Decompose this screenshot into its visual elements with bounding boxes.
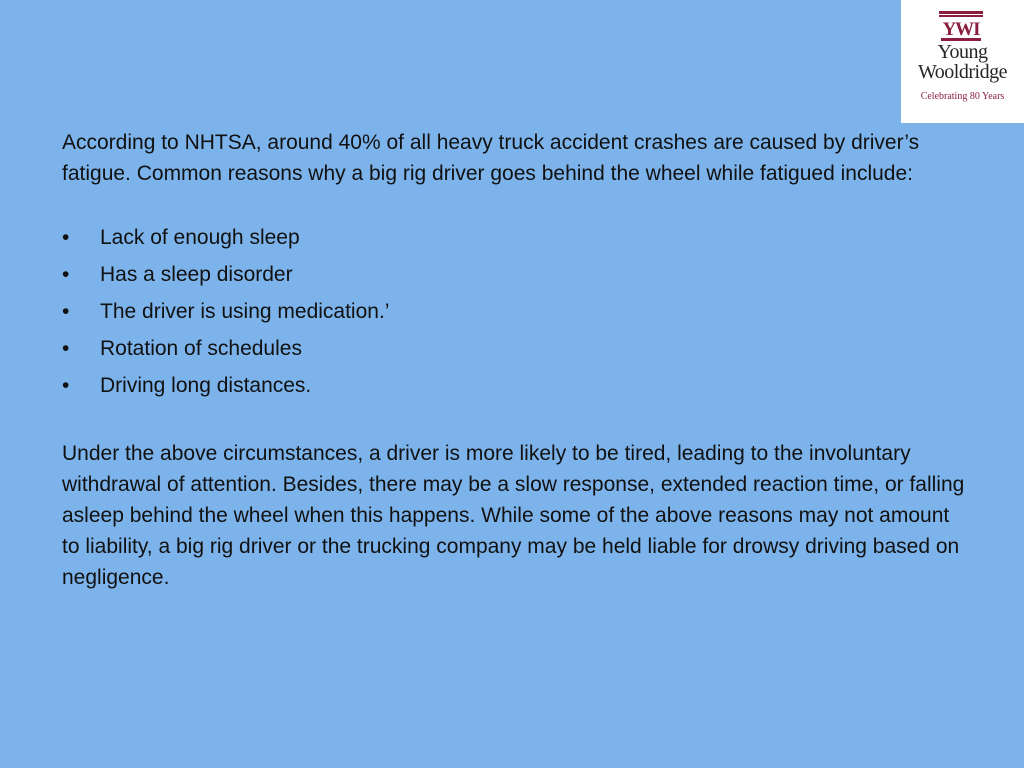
logo-name-line1: Young bbox=[937, 41, 988, 63]
columned-building-icon bbox=[937, 10, 985, 42]
logo-initials: YWI bbox=[942, 19, 980, 40]
list-item bbox=[62, 259, 972, 296]
list-item-text: Rotation of schedules bbox=[100, 337, 302, 360]
company-logo bbox=[901, 0, 1024, 123]
bullet-icon: • bbox=[62, 300, 70, 323]
conclusion-paragraph: Under the above circumstances, a driver is more likely to be tired, leading to the involuntary withdrawal of attention. Besides, there may be a slow response, extended reaction time, or falling asleep behind the wheel when this happens. While some of the above reasons may not amount to liability, a big rig driver or the trucking company may be held liable for drowsy driving based on negligence. bbox=[62, 442, 965, 589]
logo-tagline: Celebrating 80 Years bbox=[920, 91, 1005, 102]
list-item bbox=[62, 222, 972, 259]
bullet-icon: • bbox=[62, 374, 70, 397]
slide-content bbox=[62, 127, 972, 593]
list-item bbox=[62, 333, 972, 370]
list-item-text: Has a sleep disorder bbox=[100, 263, 293, 286]
intro-paragraph: According to NHTSA, around 40% of all heavy truck accident crashes are caused by driver’s fatigue. Common reasons why a big rig driver goes behind the wheel while fatigued include: bbox=[62, 131, 920, 185]
fatigue-reasons-list bbox=[62, 222, 972, 407]
list-item-text: The driver is using medication.’ bbox=[100, 300, 390, 323]
bullet-icon: • bbox=[62, 263, 70, 286]
list-item bbox=[62, 296, 972, 333]
list-item-text: Lack of enough sleep bbox=[100, 226, 300, 249]
bullet-icon: • bbox=[62, 337, 70, 360]
logo-name-line2: Wooldridge bbox=[918, 61, 1007, 83]
list-item-text: Driving long distances. bbox=[100, 374, 312, 397]
bullet-icon: • bbox=[62, 226, 70, 249]
list-item bbox=[62, 370, 972, 407]
